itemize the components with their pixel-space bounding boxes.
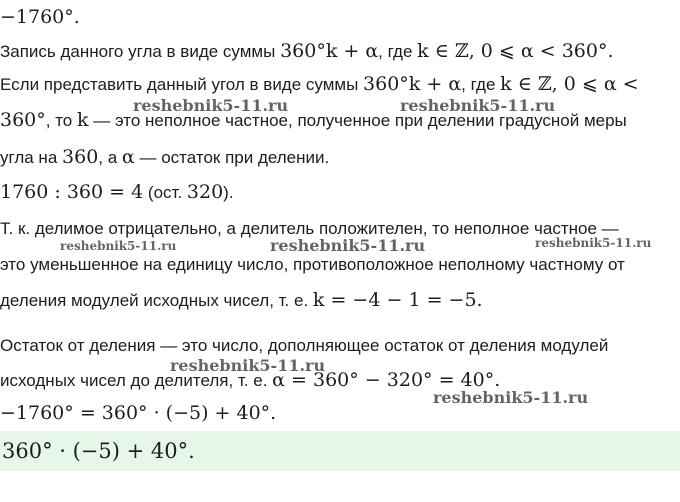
paragraph-2-mid: , где — [461, 75, 496, 94]
watermark: reshebnik5-11.ru — [170, 356, 326, 375]
paragraph-1-condition: k ∈ ℤ, 0 ⩽ α < 360°. — [417, 40, 614, 62]
paragraph-3-text: деления модулей исходных чисел, т. е. — [0, 291, 309, 310]
paragraph-2-k: k — [77, 109, 89, 131]
paragraph-3-line-1: Т. к. делимое отрицательно, а делитель положителен, то неполное частное — — [0, 219, 619, 238]
paragraph-2-formula: 360°k + α — [363, 73, 462, 95]
remainder-value: 320 — [186, 181, 224, 203]
paragraph-2-condition: k ∈ ℤ, 0 ⩽ α < — [500, 73, 639, 95]
paragraph-2-line-3 — [0, 146, 329, 169]
paragraph-2-line-1 — [0, 73, 639, 96]
paragraph-2-line-3-text: угла на — [0, 148, 58, 167]
division-formula: 1760 : 360 = 4 — [0, 181, 144, 203]
watermark: reshebnik5-11.ru — [433, 388, 589, 407]
result-formula: −1760° = 360° · (−5) + 40°. — [0, 402, 277, 424]
paragraph-3-line-3 — [0, 289, 483, 312]
paragraph-2-text: Если представить данный угол в виде суммы — [0, 75, 359, 94]
paragraph-1 — [0, 40, 614, 63]
watermark: reshebnik5-11.ru — [270, 236, 426, 255]
paragraph-2-line-3-num: 360 — [62, 146, 99, 168]
paragraph-3-line-2: это уменьшенное на единицу число, противоположное неполному частному от — [0, 255, 625, 274]
watermark: reshebnik5-11.ru — [400, 96, 556, 115]
remainder-close: ). — [223, 183, 234, 202]
paragraph-2-line-3-rest: — остаток при делении. — [139, 148, 330, 167]
paragraph-1-text: Запись данного угла в виде суммы — [0, 42, 276, 61]
watermark: reshebnik5-11.ru — [535, 236, 652, 250]
watermark: reshebnik5-11.ru — [133, 96, 289, 115]
answer-formula: 360° · (−5) + 40°. — [2, 439, 195, 463]
paragraph-4-text: исходных чисел до делителя, т. е. — [0, 371, 268, 390]
paragraph-2-angle: 360° — [0, 109, 46, 131]
division-line — [0, 181, 234, 204]
paragraph-2-then: , то — [45, 111, 73, 130]
remainder-label: (ост. — [147, 183, 183, 202]
paragraph-4-line-1: Остаток от деления — это число, дополняющее остаток от деления модулей — [0, 336, 609, 355]
paragraph-1-formula: 360°k + α — [280, 40, 379, 62]
paragraph-2-line-3-mid: , а — [98, 148, 118, 167]
watermark: reshebnik5-11.ru — [60, 239, 177, 253]
paragraph-2-line-3-alpha: α — [121, 146, 135, 168]
paragraph-2-rest: — это неполное частное, полученное при делении градусной меры — [93, 111, 627, 130]
problem-angle: −1760°. — [0, 6, 80, 28]
paragraph-3-formula: k = −4 − 1 = −5. — [312, 289, 483, 311]
paragraph-4-formula: α = 360° − 320° = 40°. — [272, 369, 501, 391]
paragraph-1-mid: , где — [378, 42, 413, 61]
